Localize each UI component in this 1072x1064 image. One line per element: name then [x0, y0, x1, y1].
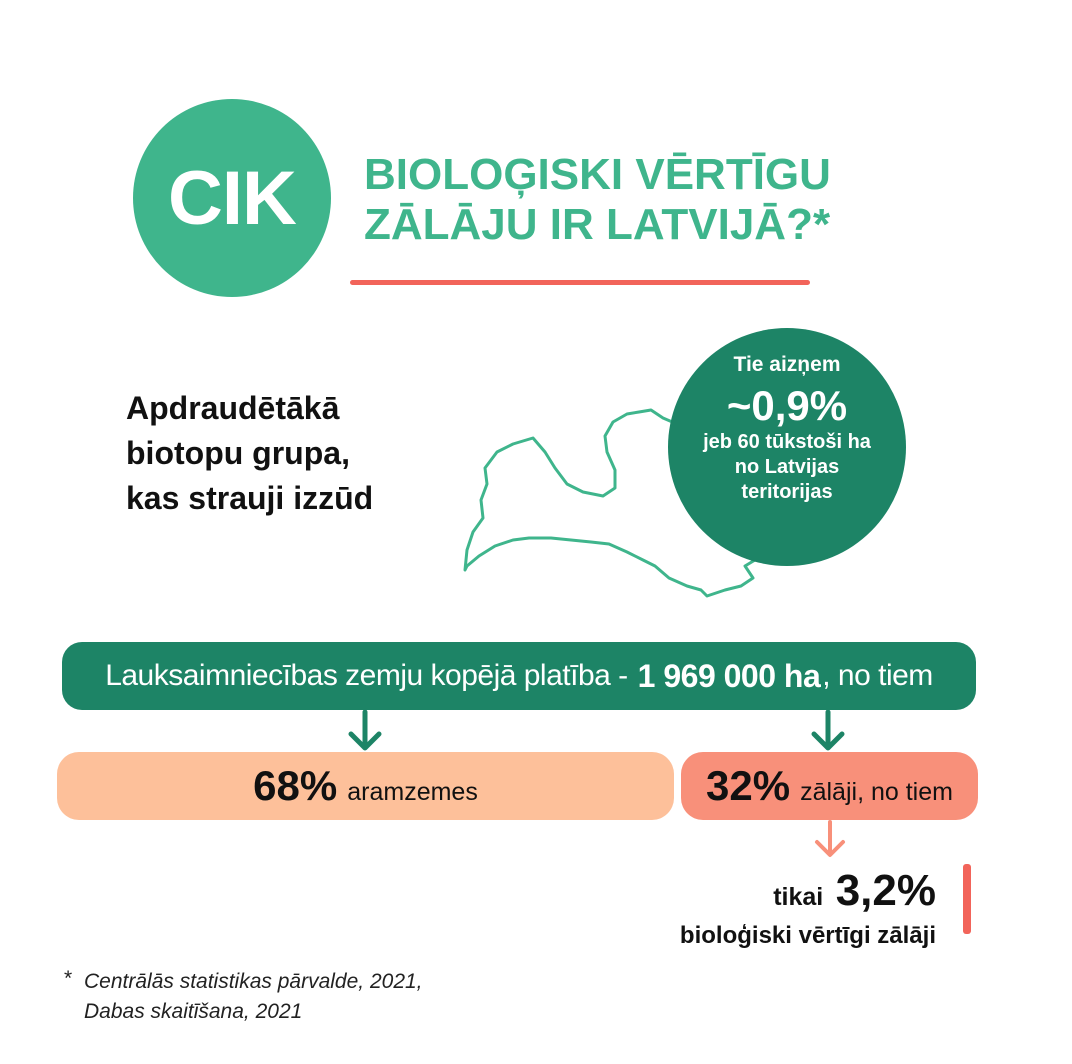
total-area-bar: [62, 642, 976, 710]
arrow-down-icon: [812, 820, 848, 862]
stat-value: ~0,9%: [726, 382, 848, 429]
total-prefix: Lauksaimniecības zemju kopējā platība -: [105, 659, 628, 692]
page-title: [364, 150, 834, 250]
valuable-value: 3,2%: [835, 866, 936, 915]
footnote: [64, 967, 423, 1027]
title-line-1: BIOLOĢISKI VĒRTĪGU: [364, 150, 831, 199]
title-underline: [350, 280, 810, 285]
stat-intro: Tie aizņem: [733, 353, 841, 376]
stat-line-3: jeb 60 tūkstoši ha: [703, 431, 871, 453]
footnote-line-1: Centrālās statistikas pārvalde, 2021,: [84, 970, 423, 993]
cik-badge: [133, 99, 331, 297]
grassland-pct: 32%: [706, 762, 791, 809]
arable-label: aramzemes: [347, 778, 478, 806]
arrow-down-icon: [347, 710, 383, 752]
arable-pct: 68%: [253, 762, 338, 809]
footnote-line-2: Dabas skaitīšana, 2021: [84, 1000, 303, 1023]
valuable-label: bioloģiski vērtīgi zālāji: [679, 922, 936, 949]
threat-line-1: Apdraudētākā: [126, 390, 340, 426]
accent-bar: [963, 864, 971, 934]
coverage-stat-circle: [668, 328, 906, 566]
arable-land-bar: [57, 752, 674, 820]
valuable-prefix: tikai: [773, 883, 824, 911]
cik-badge-text: CIK: [168, 155, 296, 241]
valuable-share: [773, 866, 936, 916]
grassland-bar: [681, 752, 978, 820]
grassland-label: zālāji, no tiem: [800, 778, 953, 806]
threat-statement: [126, 386, 426, 521]
title-line-2: ZĀLĀJU IR LATVIJĀ?*: [364, 200, 831, 249]
total-value: 1 969 000 ha: [637, 657, 821, 694]
threat-line-3: kas strauji izzūd: [126, 480, 374, 516]
total-suffix: , no tiem: [822, 659, 933, 692]
threat-line-2: biotopu grupa,: [126, 435, 350, 471]
arrow-down-icon: [810, 710, 846, 752]
stat-line-4: no Latvijas: [734, 456, 840, 478]
stat-line-5: teritorijas: [741, 481, 833, 503]
footnote-star: *: [64, 967, 73, 990]
